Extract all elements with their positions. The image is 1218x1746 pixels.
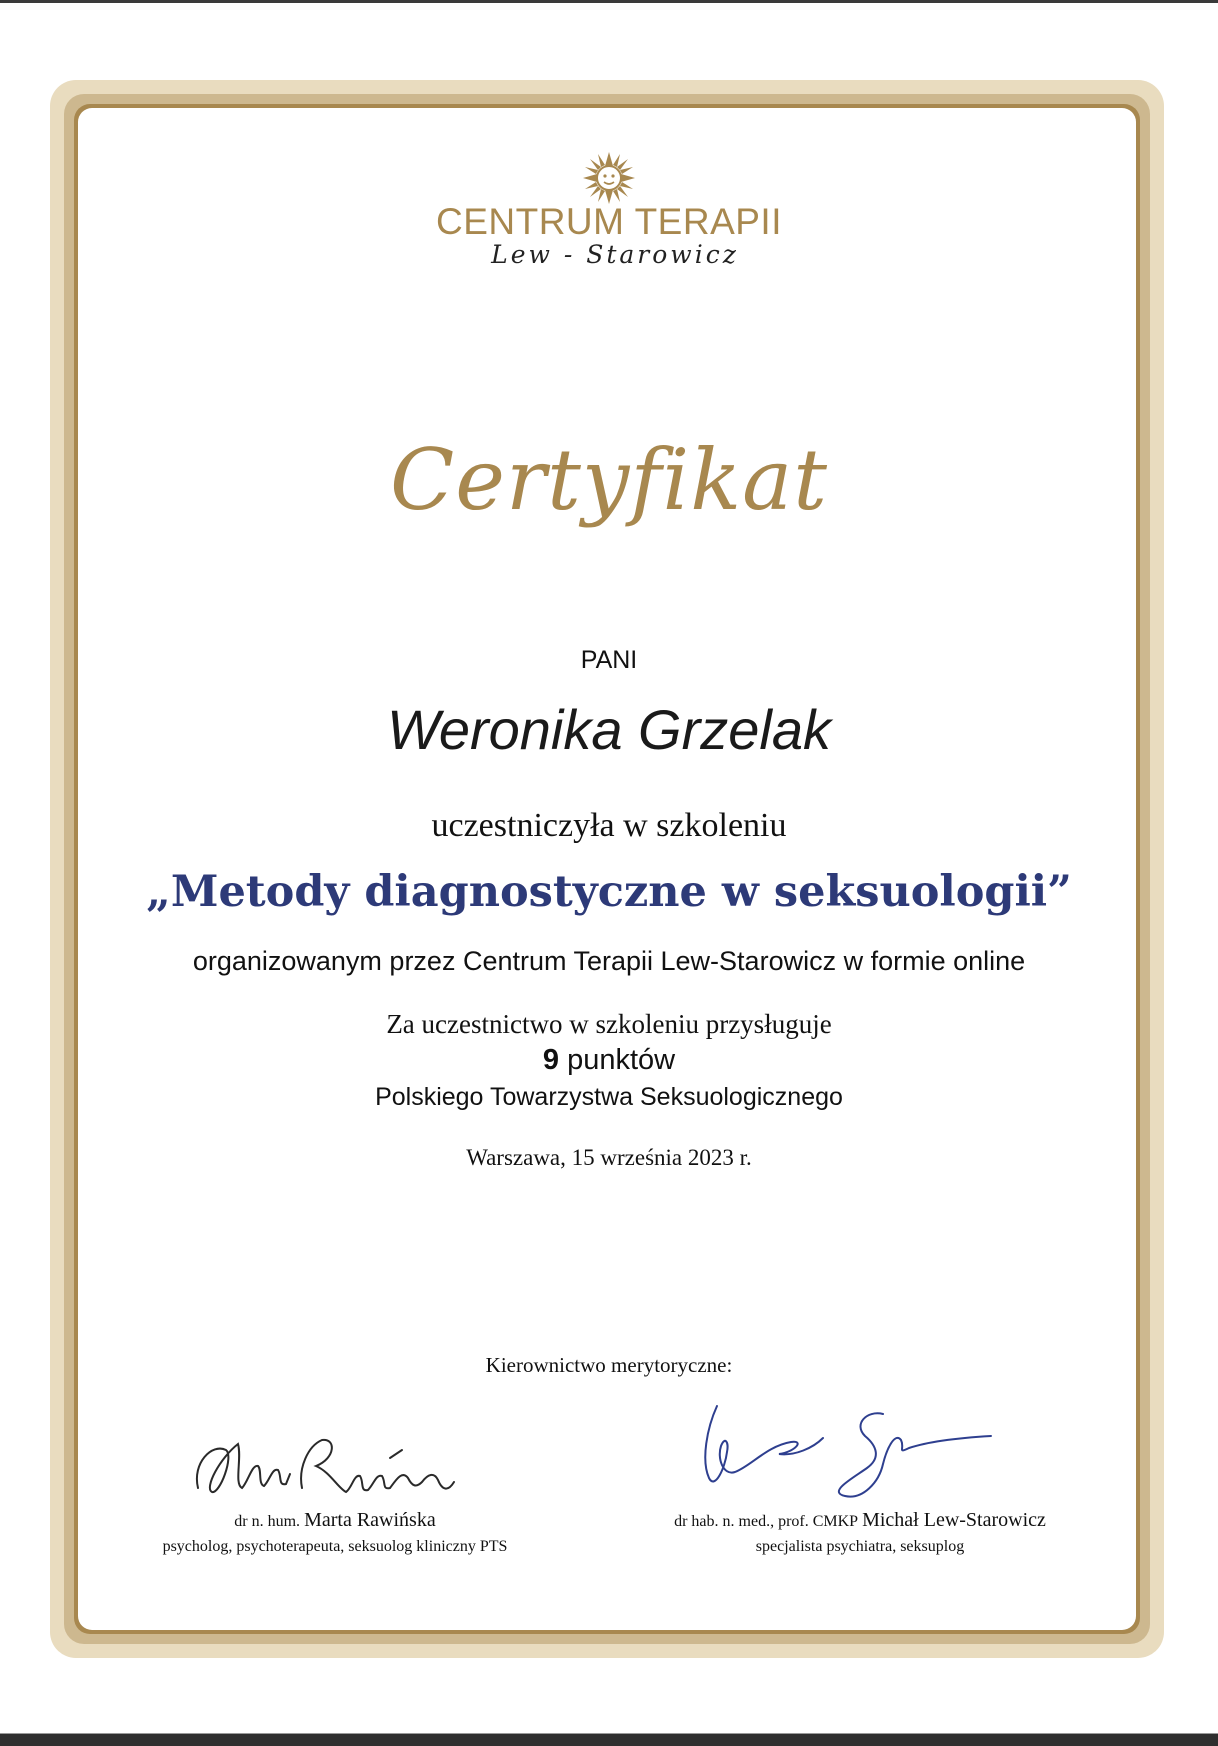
points-intro: Za uczestnictwo w szkoleniu przysługuje xyxy=(386,1009,832,1039)
points-unit: punktów xyxy=(559,1044,676,1076)
signature-left-image xyxy=(190,1408,460,1513)
sun-lion-emblem-icon xyxy=(583,152,635,204)
signer-right-name: Michał Lew-Starowicz xyxy=(862,1509,1046,1531)
salutation: PANI xyxy=(580,646,638,674)
signer-left-name: Marta Rawińska xyxy=(304,1509,436,1531)
logo-title: CENTRUM TERAPII xyxy=(435,201,782,242)
signer-right-degree: dr hab. n. med., prof. CMKP xyxy=(674,1513,859,1530)
signer-left-title xyxy=(120,1506,550,1536)
participation-text: uczestniczyła w szkoleniu xyxy=(431,807,787,844)
recipient-name: Weronika Grzelak xyxy=(386,698,831,761)
place-and-date: Warszawa, 15 września 2023 r. xyxy=(466,1145,752,1170)
points-line xyxy=(0,1041,1218,1079)
bottom-bar xyxy=(0,1734,1218,1746)
signer-right-role: specjalista psychiatra, seksuplog xyxy=(755,1538,965,1555)
signer-right-title xyxy=(615,1506,1105,1536)
logo-subtitle: Lew - Starowicz xyxy=(491,240,739,269)
points-society: Polskiego Towarzystwa Seksuologicznego xyxy=(375,1083,843,1111)
board-label: Kierownictwo merytoryczne: xyxy=(485,1353,733,1377)
organizer-text: organizowanym przez Centrum Terapii Lew-Starowicz w formie online xyxy=(192,946,1026,976)
signature-right-image xyxy=(695,1396,995,1508)
top-edge-line xyxy=(0,0,1218,3)
certificate-title: Certyfikat xyxy=(389,431,829,529)
points-value: 9 xyxy=(542,1044,560,1076)
signer-left-role: psycholog, psychoterapeuta, seksuolog kliniczny PTS xyxy=(162,1538,508,1555)
course-title: „Metody diagnostyczne w seksuologii” xyxy=(146,867,1072,917)
signer-left-degree: dr n. hum. xyxy=(234,1513,301,1530)
